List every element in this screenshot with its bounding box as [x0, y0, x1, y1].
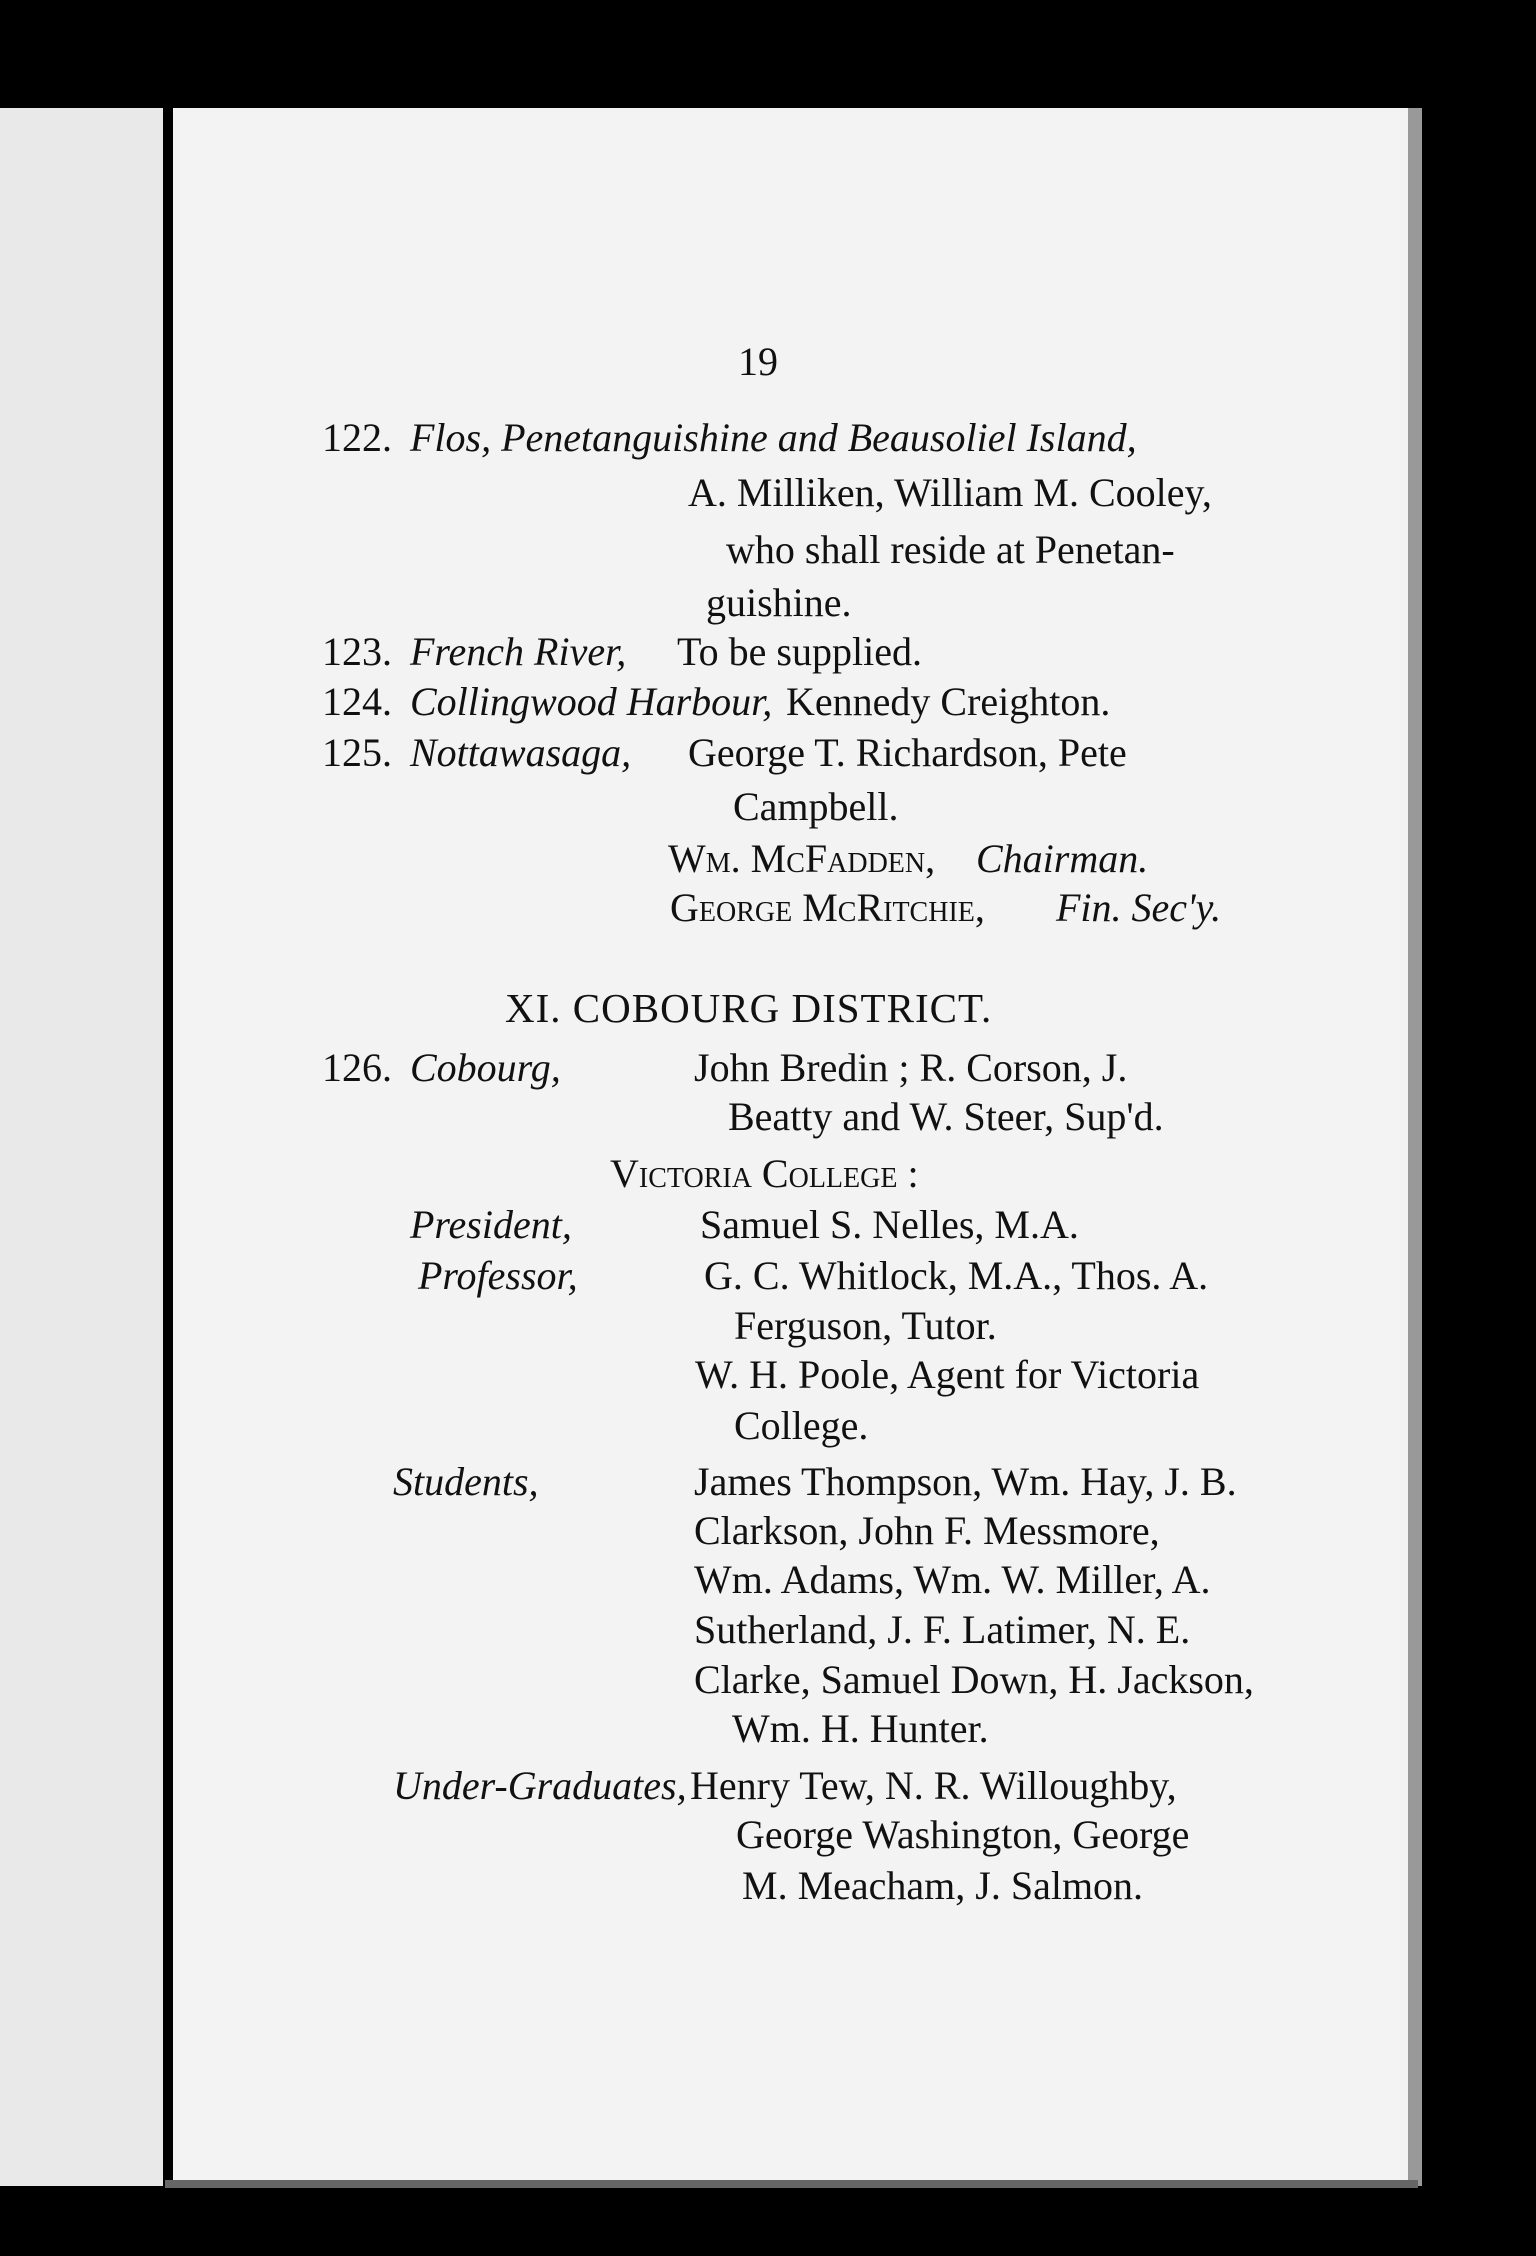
undergrads-line: George Washington, George	[736, 1812, 1190, 1857]
entry-rest: Kennedy Creighton.	[786, 679, 1111, 724]
page-edge-shadow	[1408, 108, 1422, 2186]
undergrads-line: Henry Tew, N. R. Willoughby,	[690, 1763, 1177, 1808]
entry-number: 122.	[322, 415, 392, 460]
entry-number: 125.	[322, 730, 392, 775]
professor-label: Professor,	[418, 1253, 578, 1298]
entry-line: guishine.	[706, 580, 852, 625]
district-heading: XI. COBOURG DISTRICT.	[505, 985, 993, 1031]
president-value: Samuel S. Nelles, M.A.	[700, 1202, 1079, 1247]
page-bottom-edge	[165, 2180, 1418, 2188]
entry-line: Campbell.	[733, 784, 899, 829]
chairman-name: Wm. McFadden,	[668, 836, 936, 881]
students-line: Wm. Adams, Wm. W. Miller, A.	[694, 1557, 1211, 1602]
chairman-title: Chairman.	[976, 836, 1149, 881]
students-line: James Thompson, Wm. Hay, J. B.	[694, 1459, 1237, 1504]
entry-line: A. Milliken, William M. Cooley,	[688, 470, 1212, 515]
secretary-name: George McRitchie,	[670, 885, 985, 930]
entry-line: Beatty and W. Steer, Sup'd.	[728, 1094, 1164, 1139]
entry-place: Collingwood Harbour,	[410, 679, 773, 724]
entry-number: 126.	[322, 1045, 392, 1090]
undergrads-label: Under-Graduates,	[393, 1763, 687, 1808]
entry-rest: George T. Richardson, Pete	[688, 730, 1127, 775]
facing-page-edge	[0, 108, 165, 2186]
students-line: Clarke, Samuel Down, H. Jackson,	[694, 1657, 1254, 1702]
entry-place: Nottawasaga,	[410, 730, 632, 775]
page-number: 19	[738, 339, 778, 384]
entry-place: French River,	[410, 629, 627, 674]
students-line: Sutherland, J. F. Latimer, N. E.	[694, 1607, 1191, 1652]
entry-rest: To be supplied.	[677, 629, 922, 674]
entry-place: Cobourg,	[410, 1045, 561, 1090]
undergrads-line: M. Meacham, J. Salmon.	[742, 1863, 1144, 1908]
entry-place: Flos, Penetanguishine and Beausoliel Island,	[410, 415, 1137, 460]
college-heading: Victoria College :	[610, 1151, 919, 1196]
president-label: President,	[410, 1202, 572, 1247]
students-line: Clarkson, John F. Messmore,	[694, 1508, 1160, 1553]
professor-line: Ferguson, Tutor.	[734, 1303, 997, 1348]
entry-number: 124.	[322, 679, 392, 724]
entry-rest: John Bredin ; R. Corson, J.	[694, 1045, 1128, 1090]
page-spine	[163, 108, 173, 2186]
professor-line: College.	[734, 1403, 869, 1448]
professor-line: W. H. Poole, Agent for Victoria	[695, 1352, 1200, 1397]
secretary-title: Fin. Sec'y.	[1056, 885, 1222, 930]
professor-value: G. C. Whitlock, M.A., Thos. A.	[704, 1253, 1209, 1298]
entry-line: who shall reside at Penetan-	[726, 527, 1175, 572]
students-line: Wm. H. Hunter.	[732, 1706, 989, 1751]
students-label: Students,	[393, 1459, 539, 1504]
entry-number: 123.	[322, 629, 392, 674]
